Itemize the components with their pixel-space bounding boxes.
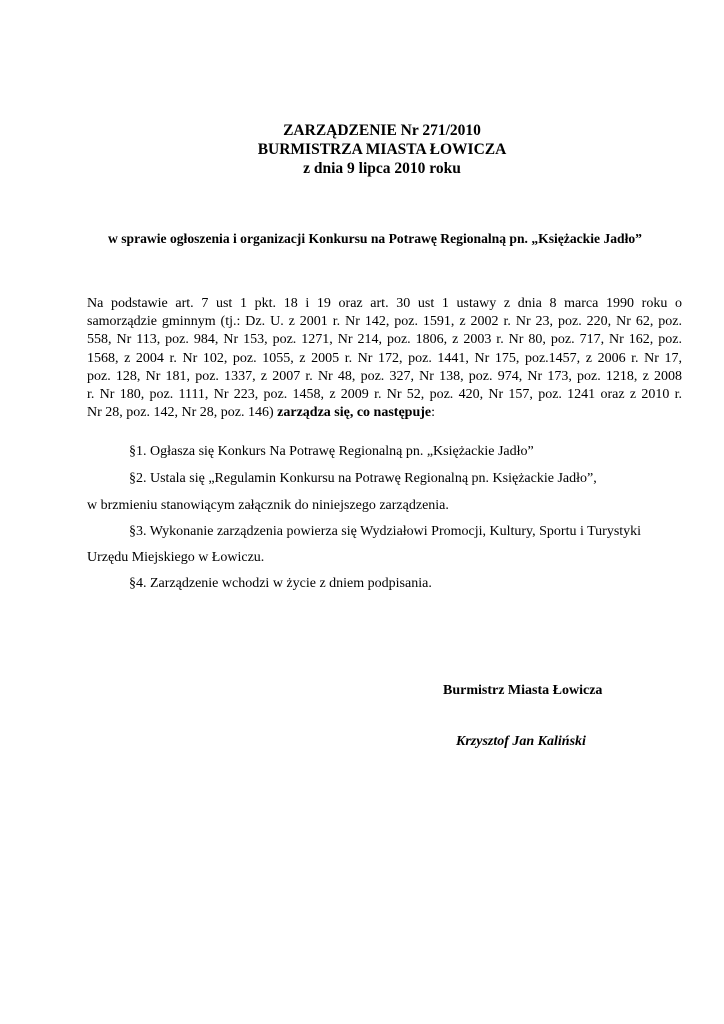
section-2-line-1: §2. Ustala się „Regulamin Konkursu na Potrawę Regionalną pn. Księżackie Jadło”,: [129, 471, 597, 486]
document-subject: w sprawie ogłoszenia i organizacji Konkursu na Potrawę Regionalną pn. „Księżackie Jadło”: [108, 231, 642, 246]
preamble-line: poz. 128, Nr 181, poz. 1337, z 2007 r. Nr 48, poz. 327, Nr 138, poz. 974, Nr 173, poz. 1218, z 2008: [87, 368, 682, 384]
preamble-line: 558, Nr 113, poz. 984, Nr 153, poz. 1271, Nr 214, poz. 1806, z 2003 r. Nr 80, poz. 717, Nr 162, poz.: [87, 332, 682, 348]
section-2-line-2: w brzmieniu stanowiącym załącznik do niniejszego zarządzenia.: [87, 498, 449, 513]
section-1: §1. Ogłasza się Konkurs Na Potrawę Regionalną pn. „Księżackie Jadło”: [129, 444, 534, 459]
preamble-line: r. Nr 180, poz. 1111, Nr 223, poz. 1458, z 2009 r. Nr 52, poz. 420, Nr 157, poz. 1241 oraz z 2010 r.: [87, 387, 682, 403]
preamble-colon: :: [431, 405, 435, 421]
header-date: z dnia 9 lipca 2010 roku: [303, 160, 461, 177]
preamble-line: Na podstawie art. 7 ust 1 pkt. 18 i 19 oraz art. 30 ust 1 ustawy z dnia 8 marca 1990 roku o: [87, 296, 682, 311]
preamble-decree-phrase: zarządza się, co następuje: [277, 405, 432, 421]
section-3-line-1: §3. Wykonanie zarządzenia powierza się Wydziałowi Promocji, Kultury, Sportu i Turystyki: [129, 524, 642, 539]
preamble-last-line: [87, 404, 682, 422]
section-4: §4. Zarządzenie wchodzi w życie z dniem podpisania.: [129, 576, 432, 591]
signature-title: Burmistrz Miasta Łowicza: [443, 683, 603, 698]
preamble-line: 1568, z 2004 r. Nr 102, poz. 1055, z 2005 r. Nr 172, poz. 1441, Nr 175, poz.1457, z 2006 r. Nr 17,: [87, 350, 682, 366]
preamble-last-plain: Nr 28, poz. 142, Nr 28, poz. 146): [87, 405, 278, 421]
header-issuer: BURMISTRZA MIASTA ŁOWICZA: [257, 141, 507, 158]
document-header: [0, 121, 724, 178]
section-3-line-2: Urzędu Miejskiego w Łowiczu.: [87, 550, 265, 565]
preamble-line: samorządzie gminnym (tj.: Dz. U. z 2001 r. Nr 142, poz. 1591, z 2002 r. Nr 23, poz. 220, Nr 62, poz.: [87, 314, 682, 330]
signer-name: Krzysztof Jan Kaliński: [456, 734, 586, 749]
header-title: ZARZĄDZENIE Nr 271/2010: [283, 122, 481, 139]
legal-basis-paragraph: [87, 295, 682, 422]
